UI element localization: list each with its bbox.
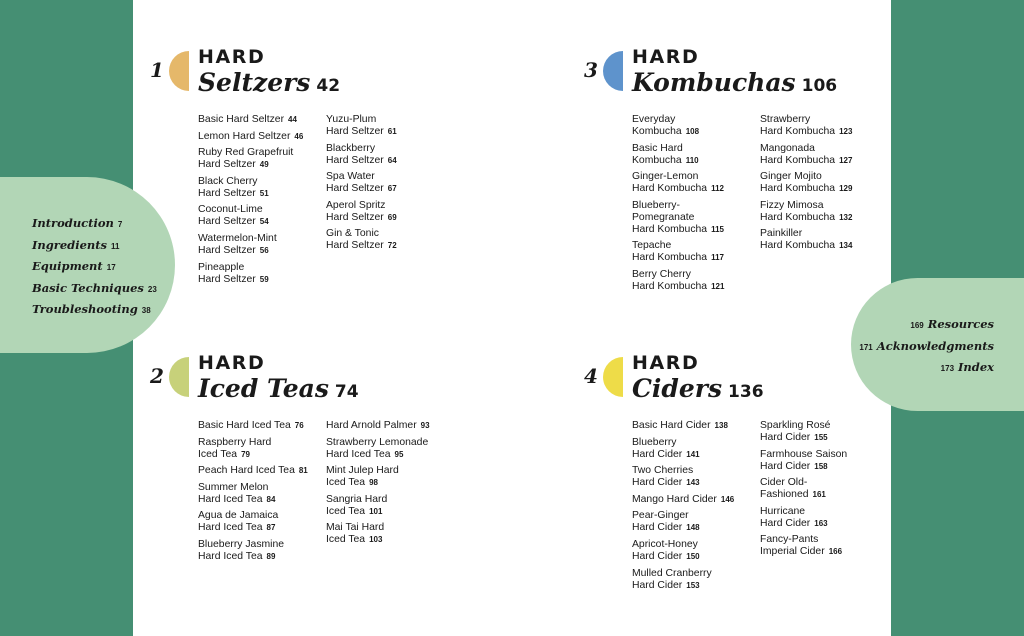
recipe-name-line: Two Cherries <box>632 465 694 477</box>
recipe-entry[interactable] <box>326 171 397 195</box>
recipe-name-line: Lemon Hard Seltzer 46 <box>198 130 304 142</box>
recipe-name-line: Ginger Mojito <box>760 171 822 183</box>
recipe-entry[interactable] <box>198 147 303 171</box>
recipe-name-line: Mango Hard Cider 146 <box>632 493 735 505</box>
chapter-page: 106 <box>801 76 838 96</box>
recipe-name-line: Apricot-Honey <box>632 538 698 550</box>
recipe-page: 56 <box>259 245 269 255</box>
recipe-name-line: Hard Seltzer 54 <box>198 216 269 228</box>
recipe-entry[interactable] <box>198 233 303 257</box>
recipe-entry[interactable] <box>760 143 852 167</box>
recipe-name-line: Tepache <box>632 240 672 252</box>
recipe-page: 98 <box>369 478 378 488</box>
recipe-name-line: Everyday <box>632 114 676 125</box>
recipe-name-line: Hard Seltzer 64 <box>326 154 397 166</box>
chapter-page: 42 <box>316 76 341 96</box>
recipe-page: 59 <box>259 274 269 284</box>
recipe-name-line: Mint Julep Hard <box>326 465 399 477</box>
recipe-entry[interactable] <box>326 200 397 224</box>
recipe-name-line: Hard Cider 150 <box>632 550 700 562</box>
recipe-name-line: Basic Hard Cider 138 <box>632 420 728 431</box>
front-matter-label: Equipment <box>32 259 103 274</box>
recipe-entry[interactable] <box>198 176 303 200</box>
recipe-page: 138 <box>714 421 728 430</box>
recipe-page: 95 <box>394 449 404 459</box>
recipe-name-line: Fashioned 161 <box>760 489 826 501</box>
recipe-name-line: Blueberry Jasmine <box>198 538 285 550</box>
recipe-name-line: Pear-Ginger <box>632 510 689 522</box>
back-matter-label: Index <box>958 360 994 375</box>
back-matter-item[interactable] <box>855 313 994 335</box>
recipe-name-line: Hard Kombucha 127 <box>760 154 853 166</box>
chapter-kicker: HARD <box>198 46 266 68</box>
recipe-entry[interactable] <box>198 114 303 126</box>
chapter-kicker: HARD <box>632 46 700 68</box>
recipe-name-line: Farmhouse Saison <box>760 448 848 460</box>
recipe-entry[interactable] <box>198 465 308 477</box>
recipe-entry[interactable] <box>198 262 303 286</box>
recipe-name-line: Ruby Red Grapefruit <box>198 147 294 159</box>
recipe-name-line: Hard Seltzer 67 <box>326 183 397 195</box>
recipe-page: 67 <box>387 184 397 194</box>
recipe-entry[interactable] <box>632 114 724 138</box>
chapter-title: Ciders <box>632 374 723 403</box>
front-matter-item[interactable] <box>32 255 161 277</box>
recipe-entry[interactable] <box>198 437 308 461</box>
recipe-page: 166 <box>828 547 843 557</box>
recipe-name-line: Mulled Cranberry <box>632 567 712 579</box>
chapter-kicker: HARD <box>632 352 700 374</box>
recipe-name-line: Hard Seltzer 49 <box>198 159 269 171</box>
recipe-page: 129 <box>839 184 853 194</box>
recipe-entry[interactable] <box>760 114 852 138</box>
recipe-page: 155 <box>814 433 828 442</box>
recipe-name-line: Hard Kombucha 132 <box>760 211 853 223</box>
recipe-column <box>198 420 308 568</box>
recipe-name-line: Hard Kombucha 115 <box>632 223 724 235</box>
recipe-entry[interactable] <box>632 269 724 293</box>
recipe-name-line: Coconut-Lime <box>198 204 263 216</box>
recipe-page: 110 <box>685 155 699 165</box>
recipe-name-line: Hard Cider 141 <box>632 448 700 460</box>
recipe-name-line: Hard Iced Tea 87 <box>198 522 276 534</box>
recipe-name-line: Hard Seltzer 72 <box>326 240 397 252</box>
recipe-name-line: Kombucha 108 <box>632 126 700 137</box>
recipe-name-line: Iced Tea 101 <box>326 505 383 517</box>
front-matter-label: Ingredients <box>32 237 108 252</box>
recipe-name-line: Black Cherry <box>198 175 258 187</box>
recipe-name-line: Hard Cider 163 <box>760 517 828 529</box>
recipe-page: 158 <box>814 461 828 471</box>
recipe-entry[interactable] <box>326 114 397 138</box>
recipe-name-line: Gin & Tonic <box>326 228 379 240</box>
chapter-number: 4 <box>584 364 598 388</box>
recipe-name-line: Hard Cider 143 <box>632 477 700 489</box>
recipe-name-line: Hard Kombucha 134 <box>760 240 853 252</box>
recipe-column <box>198 114 303 290</box>
back-matter-page: 173 <box>940 364 955 374</box>
recipe-name-line: Blackberry <box>326 142 376 154</box>
recipe-page: 150 <box>686 551 700 561</box>
back-matter-page: 169 <box>910 321 924 330</box>
recipe-page: 134 <box>839 241 853 251</box>
recipe-page: 127 <box>839 155 853 165</box>
recipe-name-line: Hard Kombucha 121 <box>632 280 725 292</box>
recipe-page: 101 <box>369 506 383 516</box>
recipe-page: 44 <box>288 115 297 124</box>
recipe-name-line: Hard Seltzer 61 <box>326 126 397 137</box>
recipe-column <box>760 114 852 257</box>
chapter-title: Iced Teas <box>198 374 329 403</box>
chapter-title: Kombuchas <box>632 68 796 97</box>
recipe-entry[interactable] <box>632 420 734 432</box>
recipe-page: 108 <box>685 127 700 136</box>
recipe-entry[interactable] <box>760 171 852 195</box>
recipe-entry[interactable] <box>632 510 734 534</box>
recipe-page: 46 <box>294 131 304 141</box>
chapter-number: 2 <box>150 364 164 388</box>
recipe-name-line: Hard Iced Tea 95 <box>326 448 404 460</box>
recipe-name-line: Hard Cider 158 <box>760 460 828 472</box>
recipe-entry[interactable] <box>326 420 430 432</box>
recipe-page: 61 <box>387 127 397 136</box>
front-matter-item[interactable] <box>32 212 161 234</box>
recipe-name-line: Fancy-Pants <box>760 534 819 546</box>
recipe-page: 146 <box>720 494 735 504</box>
recipe-page: 81 <box>298 466 308 476</box>
recipe-entry[interactable] <box>760 228 852 252</box>
recipe-page: 148 <box>686 523 700 533</box>
recipe-entry[interactable] <box>632 200 724 236</box>
recipe-page: 123 <box>839 127 853 136</box>
recipe-page: 76 <box>294 421 304 430</box>
recipe-name-line: Watermelon-Mint <box>198 232 277 244</box>
recipe-name-line: Strawberry Lemonade <box>326 436 429 448</box>
back-matter-panel <box>851 278 1024 411</box>
front-matter-label: Troubleshooting <box>32 302 138 317</box>
front-matter-page: 38 <box>141 306 151 316</box>
back-matter-list <box>855 313 994 378</box>
recipe-page: 141 <box>686 449 700 459</box>
recipe-name-line: Hard Seltzer 51 <box>198 187 269 199</box>
recipe-page: 84 <box>266 494 276 504</box>
recipe-page: 89 <box>266 551 276 561</box>
recipe-name-line: Summer Melon <box>198 481 269 493</box>
recipe-name-line: Hard Kombucha 112 <box>632 183 724 195</box>
recipe-entry[interactable] <box>760 200 852 224</box>
recipe-column <box>632 114 724 298</box>
front-matter-label: Basic Techniques <box>32 280 144 295</box>
chapter-number: 3 <box>584 58 598 82</box>
chapter-heading[interactable] <box>198 70 340 95</box>
recipe-page: 72 <box>387 241 397 251</box>
recipe-name-line: Hard Cider 155 <box>760 432 828 443</box>
recipe-page: 112 <box>711 184 724 194</box>
recipe-name-line: Basic Hard <box>632 142 683 154</box>
back-matter-item[interactable] <box>855 335 994 357</box>
recipe-name-line: Yuzu-Plum <box>326 114 377 125</box>
recipe-entry[interactable] <box>760 534 847 558</box>
recipe-entry[interactable] <box>198 482 308 506</box>
recipe-page: 143 <box>686 478 700 488</box>
front-matter-page: 17 <box>106 263 116 273</box>
front-matter-page: 23 <box>147 284 157 294</box>
recipe-page: 69 <box>387 212 397 222</box>
recipe-entry[interactable] <box>326 465 430 489</box>
recipe-page: 87 <box>266 523 276 533</box>
recipe-column <box>326 420 430 551</box>
recipe-page: 51 <box>259 188 269 198</box>
recipe-entry[interactable] <box>326 522 430 546</box>
recipe-page: 115 <box>711 224 724 234</box>
recipe-name-line: Spa Water <box>326 171 375 183</box>
front-matter-panel <box>0 177 175 353</box>
recipe-entry[interactable] <box>760 506 847 530</box>
recipe-name-line: Berry Cherry <box>632 268 691 280</box>
recipe-name-line: Fizzy Mimosa <box>760 199 824 211</box>
recipe-name-line: Basic Hard Seltzer 44 <box>198 114 297 125</box>
front-matter-page: 7 <box>117 220 123 229</box>
recipe-name-line: Hard Iced Tea 89 <box>198 550 276 562</box>
recipe-entry[interactable] <box>632 494 734 506</box>
back-matter-label: Resources <box>927 317 994 331</box>
recipe-name-line: Pomegranate <box>632 211 695 223</box>
recipe-name-line: Blueberry- <box>632 199 680 211</box>
recipe-name-line: Hard Seltzer 59 <box>198 273 269 285</box>
recipe-name-line: Imperial Cider 166 <box>760 546 843 558</box>
recipe-name-line: Hard Kombucha 123 <box>760 126 853 137</box>
recipe-entry[interactable] <box>632 437 734 461</box>
recipe-name-line: Hard Arnold Palmer 93 <box>326 420 430 431</box>
recipe-page: 103 <box>369 535 383 545</box>
recipe-page: 163 <box>814 518 828 528</box>
recipe-entry[interactable] <box>326 228 397 252</box>
recipe-entry[interactable] <box>198 539 308 563</box>
recipe-entry[interactable] <box>632 539 734 563</box>
recipe-entry[interactable] <box>632 240 724 264</box>
recipe-name-line: Iced Tea 98 <box>326 477 378 489</box>
recipe-entry[interactable] <box>632 568 734 592</box>
recipe-name-line: Peach Hard Iced Tea 81 <box>198 465 308 477</box>
front-matter-item[interactable] <box>32 298 161 320</box>
recipe-name-line: Hard Seltzer 56 <box>198 244 269 256</box>
recipe-name-line: Raspberry Hard <box>198 436 272 448</box>
recipe-name-line: Blueberry <box>632 436 677 448</box>
recipe-name-line: Kombucha 110 <box>632 154 699 166</box>
recipe-page: 117 <box>711 253 724 263</box>
recipe-name-line: Basic Hard Iced Tea 76 <box>198 420 304 431</box>
chapter-page: 74 <box>334 382 359 402</box>
recipe-entry[interactable] <box>198 204 303 228</box>
recipe-page: 64 <box>387 155 397 165</box>
recipe-name-line: Ginger-Lemon <box>632 171 699 183</box>
recipe-name-line: Sparkling Rosé <box>760 420 831 431</box>
recipe-entry[interactable] <box>198 420 308 432</box>
recipe-page: 121 <box>711 281 725 291</box>
recipe-entry[interactable] <box>198 131 303 143</box>
recipe-entry[interactable] <box>760 449 847 473</box>
recipe-page: 49 <box>259 160 269 170</box>
chapter-page: 136 <box>728 382 764 402</box>
recipe-entry[interactable] <box>632 465 734 489</box>
chapter-kicker: HARD <box>198 352 266 374</box>
recipe-name-line: Painkiller <box>760 228 803 240</box>
recipe-name-line: Hard Cider 148 <box>632 522 700 534</box>
recipe-entry[interactable] <box>326 143 397 167</box>
recipe-column <box>326 114 397 257</box>
recipe-entry[interactable] <box>198 510 308 534</box>
back-matter-page: 171 <box>859 342 873 352</box>
recipe-entry[interactable] <box>760 420 847 444</box>
recipe-column <box>632 420 734 596</box>
recipe-entry[interactable] <box>632 171 724 195</box>
recipe-page: 54 <box>259 217 269 227</box>
recipe-name-line: Strawberry <box>760 114 811 125</box>
chapter-title: Seltzers <box>198 68 311 97</box>
recipe-entry[interactable] <box>760 477 847 501</box>
recipe-page: 79 <box>241 449 250 459</box>
recipe-name-line: Iced Tea 79 <box>198 448 250 460</box>
recipe-entry[interactable] <box>326 437 430 461</box>
chapter-heading[interactable] <box>632 70 837 95</box>
recipe-page: 153 <box>686 580 700 590</box>
recipe-name-line: Mai Tai Hard <box>326 522 385 534</box>
chapter-heading[interactable] <box>198 376 359 401</box>
front-matter-page: 11 <box>111 241 120 251</box>
recipe-name-line: Sangria Hard <box>326 493 388 505</box>
front-matter-item[interactable] <box>32 234 161 256</box>
recipe-page: 93 <box>420 421 430 430</box>
recipe-name-line: Mangonada <box>760 142 815 154</box>
recipe-column <box>760 420 847 563</box>
recipe-name-line: Iced Tea 103 <box>326 534 383 546</box>
recipe-name-line: Hard Seltzer 69 <box>326 211 397 223</box>
recipe-name-line: Hard Kombucha 117 <box>632 252 724 264</box>
recipe-name-line: Pineapple <box>198 261 245 273</box>
front-matter-item[interactable] <box>32 277 161 299</box>
recipe-page: 132 <box>839 212 853 222</box>
chapter-heading[interactable] <box>632 376 764 401</box>
back-matter-item[interactable] <box>855 356 994 378</box>
front-matter-list <box>32 212 161 320</box>
recipe-entry[interactable] <box>326 494 430 518</box>
recipe-entry[interactable] <box>632 143 724 167</box>
recipe-name-line: Cider Old- <box>760 477 808 489</box>
back-matter-label: Acknowledgments <box>876 338 994 353</box>
front-matter-label: Introduction <box>32 216 114 230</box>
recipe-name-line: Hard Iced Tea 84 <box>198 493 276 505</box>
chapter-number: 1 <box>150 58 164 82</box>
recipe-name-line: Hurricane <box>760 505 806 517</box>
recipe-name-line: Agua de Jamaica <box>198 510 279 522</box>
recipe-name-line: Aperol Spritz <box>326 199 386 211</box>
recipe-name-line: Hard Cider 153 <box>632 579 700 591</box>
recipe-name-line: Hard Kombucha 129 <box>760 183 853 195</box>
recipe-page: 161 <box>812 490 826 500</box>
